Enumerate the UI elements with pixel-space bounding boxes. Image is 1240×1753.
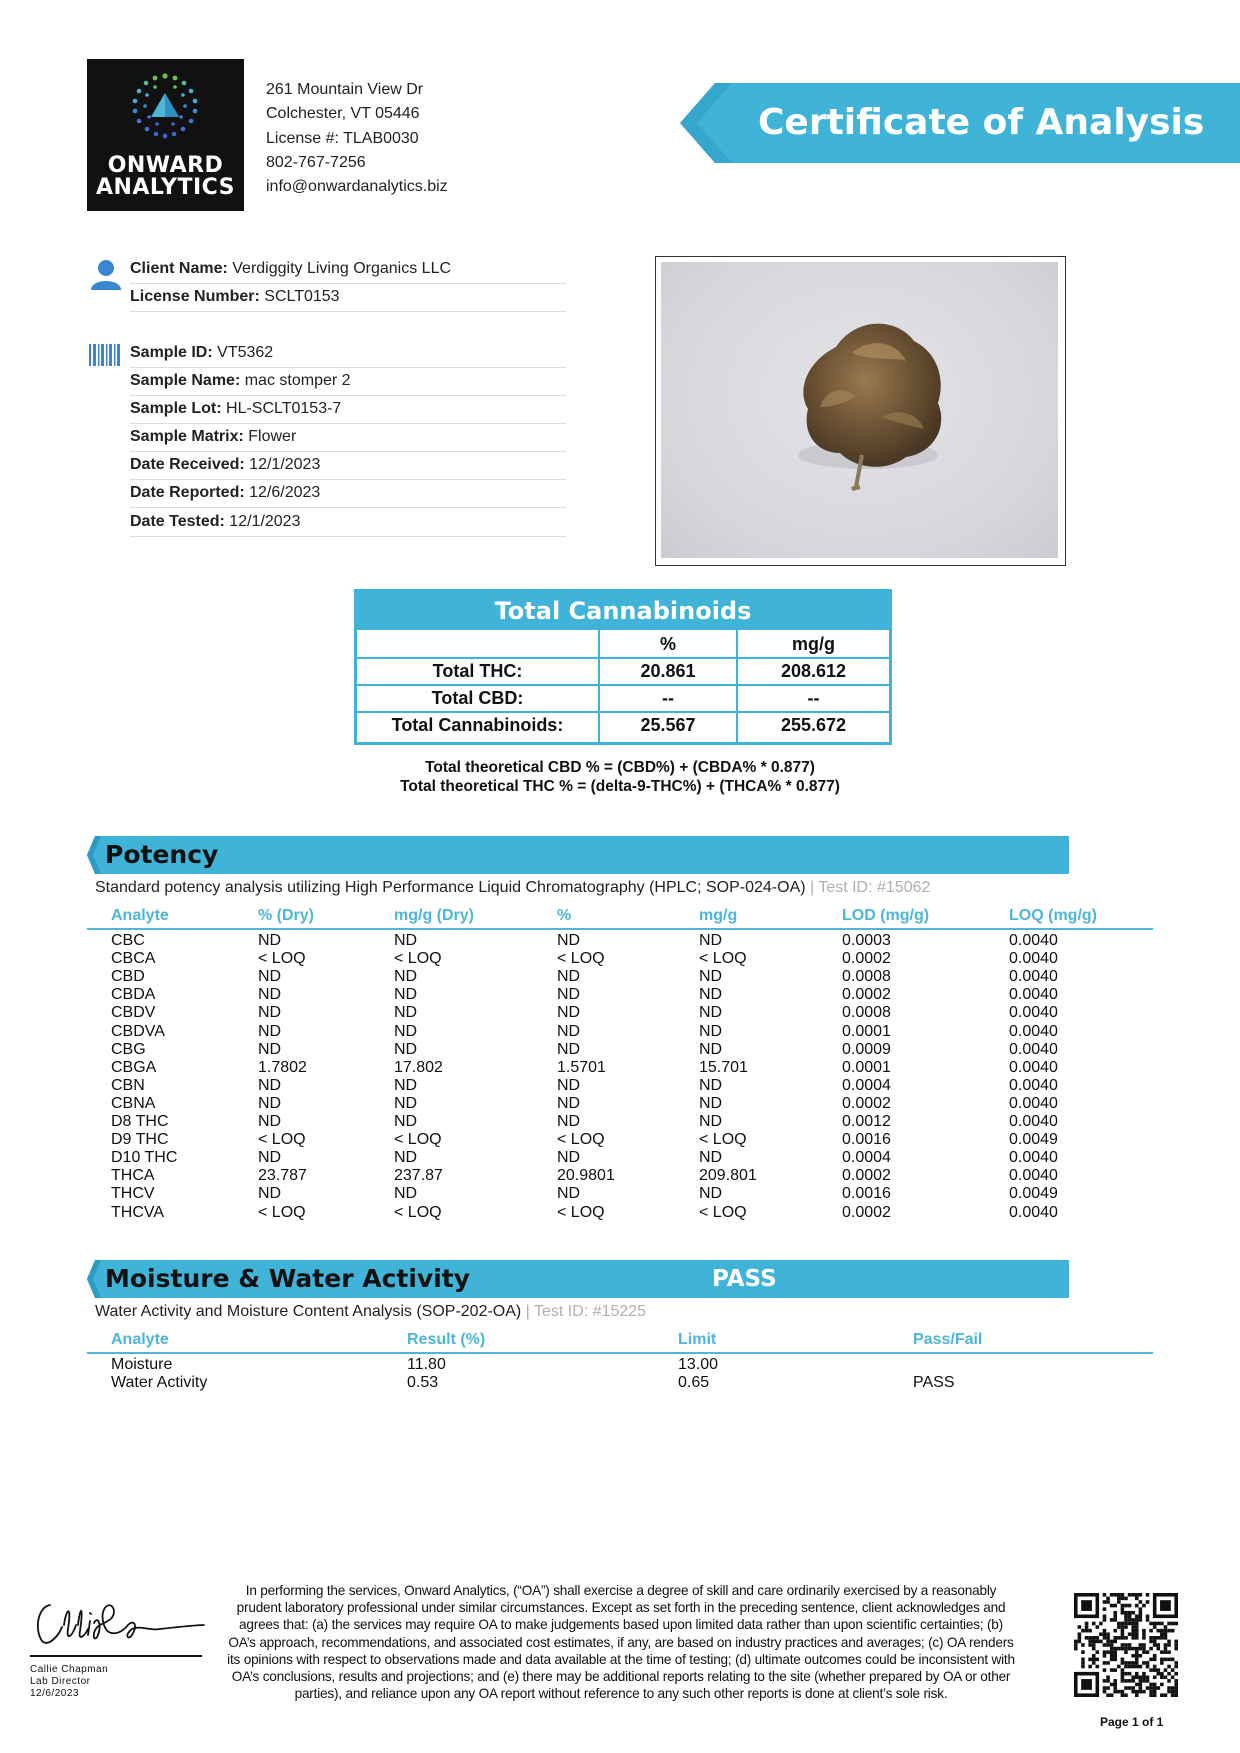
potency-cell: 0.0012 <box>842 1113 891 1130</box>
moisture-cell: 11.80 <box>407 1356 446 1373</box>
lab-email: info@onwardanalytics.biz <box>266 178 448 196</box>
logo-dots-icon <box>125 73 205 145</box>
document-title: Certificate of Analysis <box>758 102 1205 143</box>
potency-cell: 0.0040 <box>1009 1203 1058 1221</box>
person-icon <box>89 258 123 297</box>
date-received-label: Date Received: <box>130 456 245 473</box>
potency-cell: 0.0002 <box>842 1094 891 1112</box>
moisture-status-badge: PASS <box>712 1266 777 1292</box>
moisture-cell: 13.00 <box>678 1356 719 1373</box>
moisture-col-header: Analyte <box>111 1331 169 1348</box>
potency-cell: ND <box>394 1040 418 1058</box>
moisture-test-id: | Test ID: #15225 <box>521 1303 647 1320</box>
date-tested-value: 12/1/2023 <box>229 513 301 530</box>
potency-cell: ND <box>699 1022 723 1040</box>
moisture-cell: 0.65 <box>678 1374 710 1392</box>
total-cannabinoids-table <box>354 589 892 745</box>
signatory-role: Lab Director <box>30 1676 91 1687</box>
potency-cell: ND <box>394 1004 418 1022</box>
sample-photo <box>655 256 1066 566</box>
potency-cell: 0.0040 <box>1009 1149 1058 1167</box>
potency-cell: 15.701 <box>699 1058 748 1076</box>
potency-cell: ND <box>258 1022 282 1040</box>
sample-name-label: Sample Name: <box>130 372 241 389</box>
potency-cell: ND <box>557 932 581 949</box>
sample-matrix-row <box>130 424 566 452</box>
sample-id-row <box>130 340 566 368</box>
potency-cell: ND <box>394 968 418 986</box>
sample-id-value: VT5362 <box>217 344 274 361</box>
potency-cell: 0.0001 <box>842 1058 891 1076</box>
potency-cell: 0.0003 <box>842 932 891 949</box>
potency-cell: 0.0040 <box>1009 968 1058 986</box>
potency-cell: ND <box>394 1022 418 1040</box>
potency-cell: ND <box>557 1113 581 1130</box>
potency-cell: ND <box>699 1076 723 1094</box>
potency-cell: < LOQ <box>394 950 442 968</box>
potency-analyte: THCA <box>111 1167 155 1185</box>
sample-matrix-label: Sample Matrix: <box>130 428 244 445</box>
total-cbd-label: Total CBD: <box>431 688 524 708</box>
col-header-mgg: mg/g <box>792 634 835 654</box>
potency-analyte: CBDA <box>111 986 156 1004</box>
potency-analyte: D10 THC <box>111 1149 178 1167</box>
potency-cell: ND <box>557 1004 581 1022</box>
potency-col-header: LOQ (mg/g) <box>1009 907 1097 924</box>
potency-cell: ND <box>258 932 282 949</box>
title-banner <box>680 83 1240 163</box>
potency-cell: ND <box>699 1113 723 1130</box>
potency-analyte: CBDVA <box>111 1022 165 1040</box>
potency-cell: 209.801 <box>699 1167 757 1185</box>
date-reported-label: Date Reported: <box>130 484 245 501</box>
potency-cell: ND <box>258 1185 282 1203</box>
moisture-section-bar <box>87 1260 1069 1298</box>
potency-cell: ND <box>699 1004 723 1022</box>
date-reported-row <box>130 480 566 508</box>
moisture-description <box>95 1303 646 1321</box>
sample-lot-row <box>130 396 566 424</box>
lab-address-line2: Colchester, VT 05446 <box>266 105 420 123</box>
potency-cell: 0.0040 <box>1009 1167 1058 1185</box>
potency-cell: 237.87 <box>394 1167 443 1185</box>
potency-cell: ND <box>258 1113 282 1130</box>
potency-cell: 0.0002 <box>842 950 891 968</box>
potency-cell: ND <box>557 1040 581 1058</box>
lab-address-line1: 261 Mountain View Dr <box>266 81 424 98</box>
potency-cell: 0.0008 <box>842 968 891 986</box>
potency-col-header: % <box>557 907 572 924</box>
potency-cell: 0.0040 <box>1009 950 1058 968</box>
potency-analyte: THCV <box>111 1185 155 1203</box>
total-thc-percent: 20.861 <box>640 661 696 681</box>
potency-analyte: CBCA <box>111 950 156 968</box>
potency-cell: ND <box>557 1185 581 1203</box>
client-license-row <box>130 284 566 312</box>
potency-cell: ND <box>557 1149 581 1167</box>
potency-cell: ND <box>258 1040 282 1058</box>
potency-analyte: THCVA <box>111 1203 165 1221</box>
potency-cell: 0.0004 <box>842 1076 891 1094</box>
moisture-header-rule <box>87 1352 1153 1354</box>
potency-cell: 0.0049 <box>1009 1185 1058 1203</box>
potency-cell: 0.0040 <box>1009 1040 1058 1058</box>
qr-code-icon[interactable] <box>1074 1593 1178 1697</box>
potency-cell: 0.0016 <box>842 1131 891 1149</box>
potency-analyte: CBG <box>111 1040 146 1058</box>
potency-cell: 0.0049 <box>1009 1131 1058 1149</box>
potency-cell: ND <box>557 1076 581 1094</box>
total-cbd-percent: -- <box>662 688 674 708</box>
potency-test-id: | Test ID: #15062 <box>805 879 931 896</box>
date-received-value: 12/1/2023 <box>249 456 321 473</box>
potency-cell: < LOQ <box>258 950 306 968</box>
potency-cell: 0.0008 <box>842 1004 891 1022</box>
moisture-cell: PASS <box>913 1374 955 1392</box>
potency-cell: 0.0009 <box>842 1040 891 1058</box>
potency-cell: ND <box>557 1022 581 1040</box>
total-cannabinoids-mgg: 255.672 <box>780 715 847 735</box>
potency-cell: 0.0002 <box>842 986 891 1004</box>
page-number: Page 1 of 1 <box>1100 1715 1164 1729</box>
flower-bud-image <box>656 257 1065 565</box>
total-cannabinoids-label: Total Cannabinoids: <box>391 715 564 735</box>
sample-name-value: mac stomper 2 <box>244 372 351 389</box>
client-license-label: License Number: <box>130 288 260 305</box>
client-name-value: Verdiggity Living Organics LLC <box>232 260 452 277</box>
potency-analyte: D9 THC <box>111 1131 169 1149</box>
potency-cell: 1.7802 <box>258 1058 307 1076</box>
potency-analyte: CBNA <box>111 1094 156 1112</box>
date-tested-label: Date Tested: <box>130 513 225 530</box>
potency-cell: < LOQ <box>394 1203 442 1221</box>
potency-cell: ND <box>699 932 723 949</box>
potency-col-header: LOD (mg/g) <box>842 907 930 924</box>
moisture-col-header: Limit <box>678 1331 717 1348</box>
potency-cell: < LOQ <box>557 1131 605 1149</box>
potency-col-header: Analyte <box>111 907 169 924</box>
logo-text-line2: ANALYTICS <box>95 175 236 200</box>
potency-analyte: CBC <box>111 932 145 949</box>
potency-analyte: CBN <box>111 1076 145 1094</box>
signature-image <box>28 1585 208 1660</box>
potency-cell: ND <box>394 1113 418 1130</box>
col-header-percent: % <box>659 634 676 654</box>
signature-date: 12/6/2023 <box>30 1688 79 1699</box>
sample-matrix-value: Flower <box>248 428 297 445</box>
potency-cell: ND <box>258 1094 282 1112</box>
total-cbd-mgg: -- <box>807 688 820 708</box>
potency-cell: 0.0040 <box>1009 1076 1058 1094</box>
potency-cell: ND <box>394 986 418 1004</box>
lab-license: License #: TLAB0030 <box>266 129 419 147</box>
potency-cell: ND <box>699 1040 723 1058</box>
client-name-label: Client Name: <box>130 260 228 277</box>
potency-cell: 0.0002 <box>842 1203 891 1221</box>
moisture-col-header: Pass/Fail <box>913 1331 983 1348</box>
signatory-block <box>30 1664 108 1700</box>
potency-cell: < LOQ <box>258 1131 306 1149</box>
potency-cell: ND <box>258 1076 282 1094</box>
potency-section-bar <box>87 836 1069 874</box>
moisture-analyte: Moisture <box>111 1356 173 1373</box>
legal-disclaimer: In performing the services, Onward Analytics, (“OA”) shall exercise a degree of skill and care ordinarily exercised by a reasonably prudent laboratory professional under similar circumstances. Except as set forth in the preceding sentence, client acknowledges and agrees that: (a) the services may require OA to make judgements based upon limited data rather than upon scientific certainties; (b) OA’s approach, recommendations, and associated cost estimates, if any, are based on industry practices and averages; (c) OA renders its opinions with respect to observations made and data available at the time of testing; (d) ultimate outcomes could be inconsistent with OA’s conclusions, results and projections; and (e) there may be additional reports relating to the site (whether prepared by OA or other parties), and reliance upon any OA report without reference to any such other reports is done at client’s sole risk. <box>227 1583 1015 1702</box>
moisture-col-header: Result (%) <box>407 1331 486 1348</box>
potency-cell: ND <box>699 968 723 986</box>
potency-cell: 1.5701 <box>557 1058 606 1076</box>
potency-cell: ND <box>258 986 282 1004</box>
potency-description <box>95 879 930 897</box>
date-reported-value: 12/6/2023 <box>249 484 321 501</box>
potency-cell: 0.0040 <box>1009 986 1058 1004</box>
logo-text-line1: ONWARD <box>107 153 224 178</box>
potency-cell: 0.0040 <box>1009 932 1058 949</box>
signatory-name: Callie Chapman <box>30 1664 109 1675</box>
potency-cell: < LOQ <box>699 950 747 968</box>
date-received-row <box>130 452 566 480</box>
potency-analyte: CBGA <box>111 1058 157 1076</box>
potency-cell: ND <box>394 1094 418 1112</box>
potency-analyte: CBD <box>111 968 145 986</box>
potency-cell: ND <box>557 1094 581 1112</box>
potency-cell: < LOQ <box>557 950 605 968</box>
formula-cbd: Total theoretical CBD % = (CBD%) + (CBDA% * 0.877) <box>425 759 815 776</box>
potency-cell: ND <box>699 1094 723 1112</box>
total-thc-mgg: 208.612 <box>780 661 847 681</box>
potency-cell: < LOQ <box>557 1203 605 1221</box>
potency-cell: 0.0002 <box>842 1167 891 1185</box>
lab-phone: 802-767-7256 <box>266 153 366 171</box>
potency-cell: < LOQ <box>258 1203 306 1221</box>
total-thc-label: Total THC: <box>432 661 523 681</box>
potency-cell: ND <box>394 932 418 949</box>
potency-cell: ND <box>258 968 282 986</box>
potency-cell: 0.0040 <box>1009 1022 1058 1040</box>
potency-cell: 0.0040 <box>1009 1058 1058 1076</box>
potency-cell: ND <box>258 1149 282 1167</box>
moisture-analyte: Water Activity <box>111 1374 208 1392</box>
potency-cell: 0.0040 <box>1009 1094 1058 1112</box>
potency-analyte: D8 THC <box>111 1113 169 1130</box>
potency-cell: 0.0004 <box>842 1149 891 1167</box>
potency-col-header: % (Dry) <box>258 907 315 924</box>
potency-cell: < LOQ <box>394 1131 442 1149</box>
potency-cell: ND <box>699 986 723 1004</box>
potency-cell: 0.0040 <box>1009 1004 1058 1022</box>
sample-name-row <box>130 368 566 396</box>
formula-thc: Total theoretical THC % = (delta-9-THC%) + (THCA% * 0.877) <box>400 778 840 795</box>
potency-cell: < LOQ <box>699 1131 747 1149</box>
potency-cell: ND <box>394 1185 418 1203</box>
potency-cell: 0.0016 <box>842 1185 891 1203</box>
total-cannabinoids-title: Total Cannabinoids <box>357 592 889 630</box>
lab-contact-block <box>266 78 448 199</box>
potency-title: Potency <box>105 840 219 869</box>
potency-cell: ND <box>394 1076 418 1094</box>
potency-cell: ND <box>258 1004 282 1022</box>
potency-cell: 0.0040 <box>1009 1113 1058 1130</box>
potency-col-header: mg/g (Dry) <box>394 907 474 924</box>
sample-lot-label: Sample Lot: <box>130 400 222 417</box>
total-cannabinoids-percent: 25.567 <box>640 715 696 735</box>
moisture-cell: 0.53 <box>407 1374 439 1392</box>
potency-header-rule <box>87 928 1153 930</box>
potency-cell: 20.9801 <box>557 1167 615 1185</box>
client-name-row <box>130 256 566 284</box>
potency-cell: 0.0001 <box>842 1022 891 1040</box>
moisture-method: Water Activity and Moisture Content Analysis (SOP-202-OA) <box>95 1303 522 1320</box>
moisture-title: Moisture & Water Activity <box>105 1264 471 1293</box>
potency-analyte: CBDV <box>111 1004 156 1022</box>
potency-cell: < LOQ <box>699 1203 747 1221</box>
sample-lot-value: HL-SCLT0153-7 <box>226 400 342 417</box>
potency-cell: ND <box>699 1185 723 1203</box>
potency-cell: ND <box>699 1149 723 1167</box>
company-logo <box>87 59 244 211</box>
potency-cell: ND <box>557 968 581 986</box>
potency-cell: ND <box>557 986 581 1004</box>
barcode-icon <box>88 342 122 373</box>
sample-id-label: Sample ID: <box>130 344 213 361</box>
signature-line <box>30 1655 202 1657</box>
client-license-value: SCLT0153 <box>264 288 340 305</box>
date-tested-row <box>130 509 566 537</box>
potency-col-header: mg/g <box>699 907 738 924</box>
potency-cell: 23.787 <box>258 1167 307 1185</box>
potency-cell: 17.802 <box>394 1058 443 1076</box>
potency-method: Standard potency analysis utilizing High Performance Liquid Chromatography (HPLC; SOP-024-OA) <box>95 879 806 896</box>
potency-cell: ND <box>394 1149 418 1167</box>
